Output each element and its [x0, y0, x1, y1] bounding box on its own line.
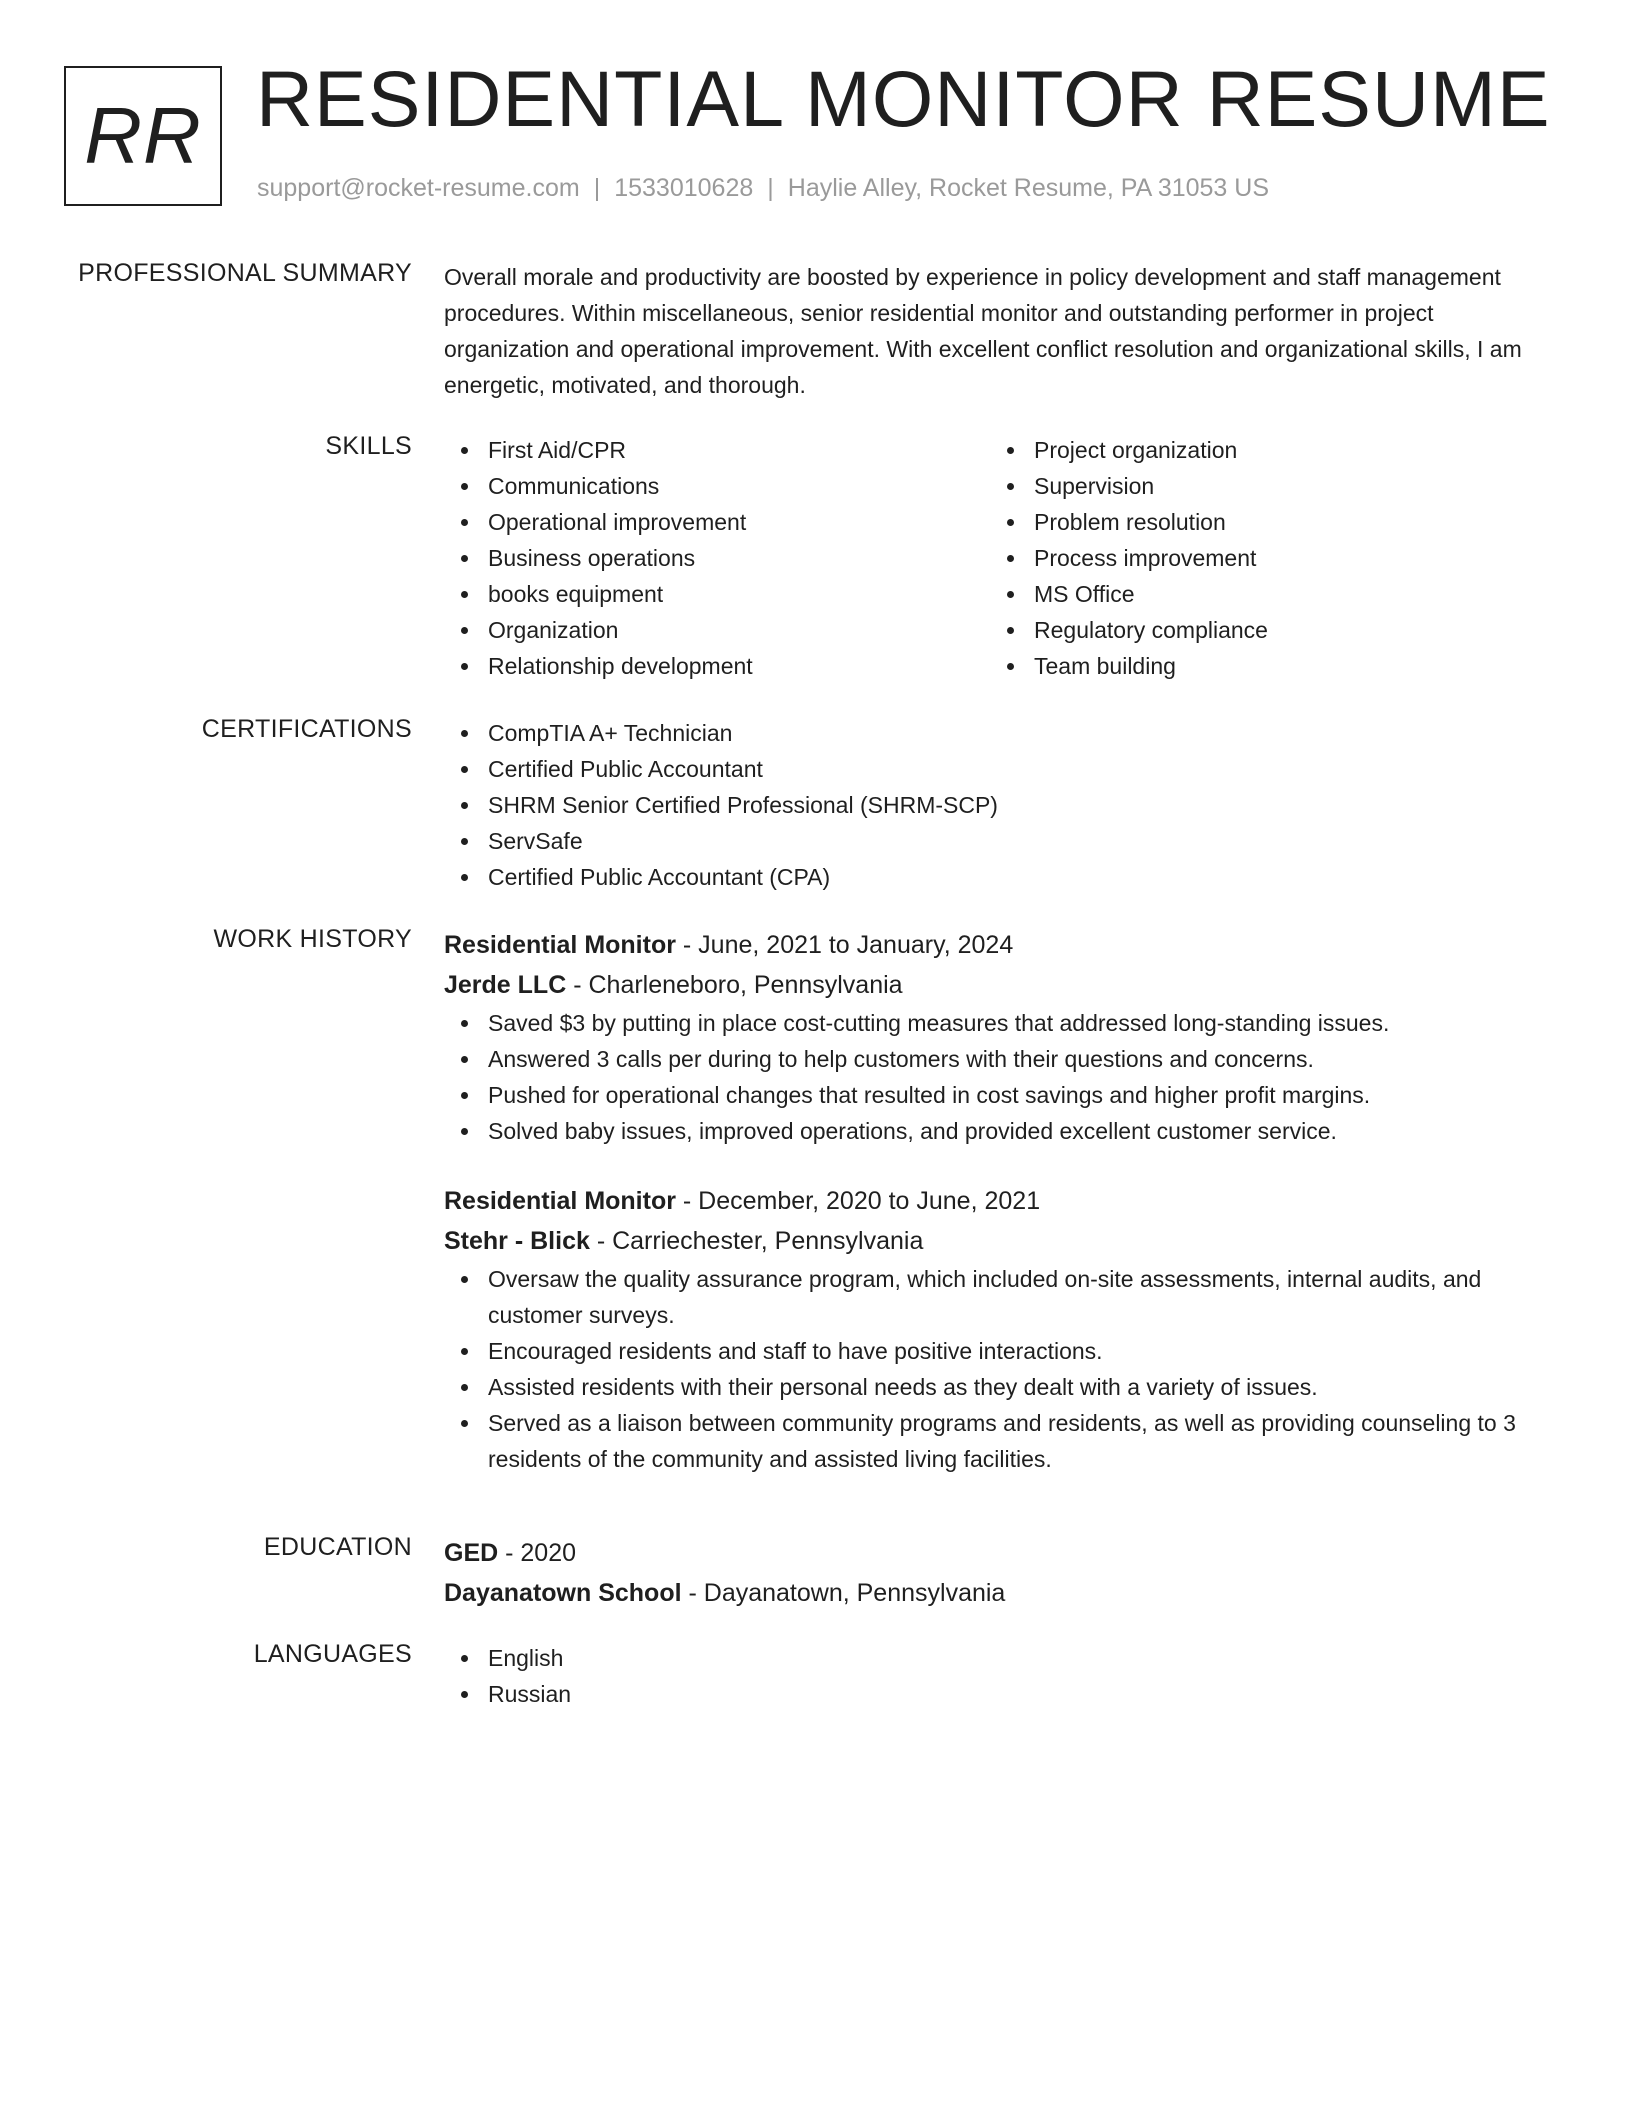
job-duty: Served as a liaison between community programs and residents, as well as providing counseling to 3 residents of the community and assisted living facilities. [444, 1405, 1564, 1477]
certification-item: Certified Public Accountant [444, 751, 1564, 787]
job-title: Residential Monitor [444, 931, 676, 959]
job-duty: Assisted residents with their personal needs as they dealt with a variety of issues. [444, 1369, 1564, 1405]
degree-line [444, 1533, 1564, 1573]
job-dates: - June, 2021 to January, 2024 [675, 931, 1014, 959]
summary-text: Overall morale and productivity are boosted by experience in policy development and staff management procedures. Within miscellaneous, senior residential monitor and outstanding performer in project organization and operational improvement. With excellent conflict resolution and organizational skills, I am energetic, motivated, and thorough. [444, 264, 1522, 398]
skill-item: Organization [444, 612, 990, 648]
degree: GED [444, 1539, 499, 1567]
language-item: English [444, 1640, 1564, 1676]
job-duty: Pushed for operational changes that resulted in cost savings and higher profit margins. [444, 1077, 1564, 1113]
school-line [444, 1573, 1564, 1613]
job-entry [444, 925, 1564, 1149]
job-title-line [444, 925, 1564, 965]
contact-line [257, 174, 1269, 203]
job-title: Residential Monitor [444, 1187, 676, 1215]
job-entry [444, 1181, 1564, 1477]
job-duty: Oversaw the quality assurance program, which included on-site assessments, internal audits, and customer surveys. [444, 1261, 1564, 1333]
job-title-line [444, 1181, 1564, 1221]
company-name: Stehr - Blick [444, 1227, 590, 1255]
graduation-year: - 2020 [498, 1539, 577, 1567]
company-location: - Carriechester, Pennsylvania [589, 1227, 924, 1255]
certification-item: Certified Public Accountant (CPA) [444, 859, 1564, 895]
company-name: Jerde LLC [444, 971, 567, 999]
contact-phone: 1533010628 [614, 174, 754, 202]
school-name: Dayanatown School [444, 1579, 682, 1607]
skill-item: MS Office [990, 576, 1536, 612]
contact-address: Haylie Alley, Rocket Resume, PA 31053 US [787, 174, 1270, 202]
language-item: Russian [444, 1676, 1564, 1712]
skill-item: First Aid/CPR [444, 432, 990, 468]
education-content [444, 1533, 1564, 1613]
skill-item: Operational improvement [444, 504, 990, 540]
section-label-certifications: CERTIFICATIONS [201, 715, 412, 743]
summary-content [444, 259, 1564, 403]
company-line [444, 1221, 1564, 1261]
skills-content [444, 432, 1564, 684]
skill-item: Process improvement [990, 540, 1536, 576]
work-history-content [444, 925, 1564, 1477]
job-duties-list [444, 1261, 1564, 1477]
skill-item: Supervision [990, 468, 1536, 504]
skill-item: Regulatory compliance [990, 612, 1536, 648]
job-duty: Solved baby issues, improved operations, and provided excellent customer service. [444, 1113, 1564, 1149]
job-duty: Encouraged residents and staff to have positive interactions. [444, 1333, 1564, 1369]
resume-title: RESIDENTIAL MONITOR RESUME [256, 54, 1551, 143]
school-location: - Dayanatown, Pennsylvania [681, 1579, 1006, 1607]
certifications-list [444, 715, 1564, 895]
skill-item: Relationship development [444, 648, 990, 684]
skill-item: Business operations [444, 540, 990, 576]
section-label-work-history: WORK HISTORY [213, 925, 412, 953]
skill-item: Team building [990, 648, 1536, 684]
monogram-logo: RR [64, 66, 222, 206]
job-duty: Saved $3 by putting in place cost-cutting measures that addressed long-standing issues. [444, 1005, 1564, 1041]
certification-item: ServSafe [444, 823, 1564, 859]
section-label-summary: PROFESSIONAL SUMMARY [78, 259, 412, 287]
skill-item: books equipment [444, 576, 990, 612]
skill-item: Project organization [990, 432, 1536, 468]
certification-item: SHRM Senior Certified Professional (SHRM-SCP) [444, 787, 1564, 823]
section-label-skills: SKILLS [325, 432, 412, 460]
contact-separator: | [767, 174, 774, 202]
company-line [444, 965, 1564, 1005]
languages-content [444, 1640, 1564, 1712]
skill-item: Communications [444, 468, 990, 504]
certifications-content [444, 715, 1564, 895]
section-label-languages: LANGUAGES [253, 1640, 412, 1668]
certification-item: CompTIA A+ Technician [444, 715, 1564, 751]
job-dates: - December, 2020 to June, 2021 [675, 1187, 1041, 1215]
skill-item: Problem resolution [990, 504, 1536, 540]
section-label-education: EDUCATION [263, 1533, 412, 1561]
skills-list-right [990, 432, 1536, 684]
contact-separator: | [593, 174, 601, 202]
contact-email: support@rocket-resume.com [257, 174, 580, 202]
job-duties-list [444, 1005, 1564, 1149]
skills-list-left [444, 432, 990, 684]
job-duty: Answered 3 calls per during to help customers with their questions and concerns. [444, 1041, 1564, 1077]
languages-list [444, 1640, 1564, 1712]
company-location: - Charleneboro, Pennsylvania [566, 971, 903, 999]
